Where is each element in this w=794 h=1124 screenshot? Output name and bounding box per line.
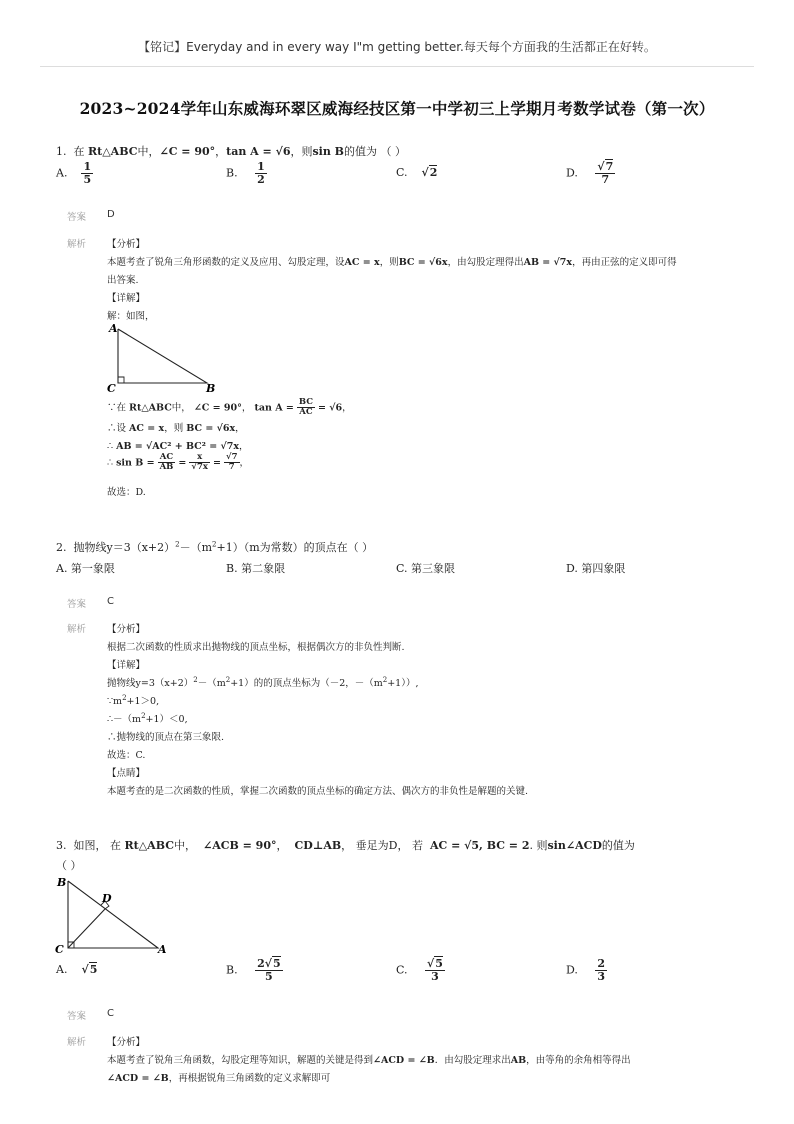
section-heading: 【分析】	[107, 1037, 146, 1048]
analysis-text: ，	[239, 457, 250, 469]
math: sin B =	[116, 457, 155, 469]
analysis-text: ．由勾股定理求出	[434, 1055, 511, 1066]
radicand: 5	[435, 957, 443, 970]
analysis-text: ∴	[107, 441, 114, 452]
stem-text: 抛物线y＝3（x+2）	[73, 541, 176, 554]
math: =	[213, 457, 221, 469]
math: tan A =	[254, 402, 294, 414]
option-letter: C.	[396, 963, 408, 977]
numerator: 1	[83, 160, 92, 173]
analysis-text: ，再由正弦的定义即可得	[572, 257, 677, 268]
analysis-text: ∴－（m	[107, 714, 142, 725]
math: AC = x	[344, 257, 380, 268]
header-divider	[40, 66, 754, 67]
analysis-text: －（m	[197, 678, 226, 689]
option-d[interactable]	[566, 958, 607, 983]
vertex-label-d: D	[102, 892, 112, 905]
option-c[interactable]	[396, 166, 437, 179]
analysis-text: ，则	[164, 423, 184, 434]
denominator: 7	[601, 173, 610, 187]
analysis-text: ，则	[379, 257, 399, 268]
analysis-line	[107, 1052, 631, 1066]
fraction	[595, 958, 607, 983]
stem-text: ，则	[290, 145, 313, 158]
math: AB	[510, 1055, 527, 1066]
figure-triangle-1	[100, 320, 230, 398]
analysis-label: 解析	[67, 1037, 87, 1048]
fraction	[158, 453, 176, 473]
radicand: 5	[272, 957, 281, 970]
section-heading: 【分析】	[107, 624, 146, 635]
vertex-label-b: B	[57, 876, 67, 889]
analysis-line	[107, 254, 677, 268]
numerator: √5	[427, 957, 443, 970]
option-letter: A.	[56, 963, 68, 976]
option-a[interactable]	[56, 161, 93, 186]
triangle-abc	[68, 881, 158, 948]
analysis-label: 解析	[67, 239, 87, 250]
analysis-text: ∵m	[107, 696, 123, 707]
fraction	[297, 398, 315, 418]
math: BC = √6x	[398, 257, 448, 268]
math: ∠C = 90°	[193, 402, 242, 414]
option-letter: D.	[566, 963, 578, 977]
solution-step-3	[107, 438, 249, 452]
math: AB = √7x	[523, 257, 573, 268]
analysis-text: ∴设	[107, 423, 127, 434]
question-2-stem	[56, 539, 373, 555]
numerator: 2√5	[257, 957, 281, 970]
numerator: x	[189, 453, 210, 463]
numerator: √7	[226, 452, 238, 462]
analysis-text: ，再根据锐角三角函数的定义求解即可	[168, 1073, 331, 1084]
math: AC = √5, BC = 2	[429, 839, 530, 852]
math: sin B	[312, 145, 344, 158]
math: Rt△ABC	[124, 839, 174, 852]
superscript: 2	[193, 675, 198, 684]
denominator: 3	[431, 970, 439, 984]
analysis-line: 根据二次函数的性质求出抛物线的顶点坐标，根据偶次方的非负性判断.	[107, 642, 405, 653]
math: Rt△ABC	[88, 145, 138, 158]
stem-text: 中，	[173, 839, 196, 852]
denominator: AB	[159, 462, 174, 473]
analysis-line: 出答案.	[107, 275, 139, 286]
radicand: 2	[429, 166, 438, 179]
stem-text: 如图， 在	[73, 839, 121, 852]
section-heading: 【分析】	[107, 239, 146, 250]
superscript: 2	[141, 711, 146, 720]
option-a[interactable]: A. 第一象限	[56, 562, 115, 575]
denominator: 5	[265, 970, 273, 984]
answer-label: 答案	[67, 1011, 87, 1022]
analysis-text: ∴	[107, 457, 114, 469]
superscript: 2	[175, 540, 180, 549]
analysis-line: 本题考查的是二次函数的性质，掌握二次函数的顶点坐标的确定方法、偶次方的非负性是解题的关键.	[107, 786, 529, 797]
question-number: 1.	[56, 145, 67, 158]
analysis-text: ，由等角的余角相等得出	[526, 1055, 631, 1066]
analysis-line	[107, 675, 419, 689]
analysis-line	[107, 711, 188, 725]
analysis-line: ∴抛物线的顶点在第三象限.	[107, 732, 225, 743]
numerator: BC	[298, 397, 313, 407]
final-choice: 故选：C.	[107, 750, 146, 761]
solution-step-4	[107, 453, 249, 473]
math: = √6	[318, 402, 343, 414]
vertex-label-a: A	[109, 322, 118, 335]
option-letter: B.	[226, 166, 238, 180]
question-number: 2.	[56, 541, 67, 554]
denominator: 2	[257, 173, 265, 187]
math: BC = √6x	[186, 423, 236, 434]
answer-blank: （ ）	[56, 859, 82, 872]
analysis-line	[107, 693, 159, 707]
analysis-text: +1）＜0,	[145, 714, 188, 725]
option-letter: B.	[226, 963, 238, 977]
vertex-label-a: A	[158, 943, 167, 956]
denominator: AC	[299, 407, 313, 418]
superscript: 2	[122, 693, 127, 702]
analysis-text: 抛物线y=3（x+2）	[107, 678, 194, 689]
answer-value: C	[107, 1008, 114, 1019]
stem-text: －（m	[179, 541, 213, 554]
math: ∠ACD = ∠B	[107, 1073, 169, 1084]
analysis-text: ，	[241, 402, 252, 414]
analysis-text: 中，	[171, 402, 191, 414]
math: tan A = √6	[226, 145, 291, 158]
stem-text: +1）（m为常数）的顶点在（ ）	[216, 541, 374, 554]
option-d[interactable]	[566, 161, 615, 186]
question-3-stem	[56, 837, 635, 853]
numerator: AC	[158, 453, 176, 463]
analysis-label: 解析	[67, 624, 87, 635]
option-a[interactable]	[56, 963, 97, 976]
denominator: 5	[83, 173, 92, 187]
math: ∠ACB = 90°	[202, 839, 277, 852]
stem-text: 在	[73, 145, 85, 158]
math: Rt△ABC	[129, 402, 172, 414]
math: ∠C = 90°	[159, 145, 216, 158]
stem-text: ，	[276, 839, 288, 852]
section-heading: 【详解】	[107, 660, 146, 671]
page-title: 2023~2024学年山东威海环翠区威海经技区第一中学初三上学期月考数学试卷（第一次）	[79, 99, 715, 118]
analysis-text: ，由勾股定理得出	[447, 257, 524, 268]
fraction	[255, 161, 267, 186]
option-b[interactable]	[226, 958, 283, 983]
solution-step-2	[107, 420, 245, 434]
numerator: √7	[597, 160, 614, 173]
stem-text: 中，	[137, 145, 160, 158]
answer-label: 答案	[67, 599, 87, 610]
stem-text: ， 垂足为D， 若	[341, 839, 423, 852]
superscript: 2	[225, 675, 231, 684]
analysis-line	[107, 1070, 330, 1084]
question-number: 3.	[56, 839, 67, 852]
coefficient: 2	[257, 957, 265, 970]
analysis-text: ，	[238, 441, 249, 452]
denominator: 7	[228, 462, 235, 473]
option-c[interactable]	[396, 958, 445, 983]
stem-text: ，	[215, 145, 227, 158]
option-letter: A.	[56, 166, 68, 180]
section-heading: 【点睛】	[107, 768, 146, 779]
answer-value: C	[107, 596, 114, 607]
answer-value: D	[107, 209, 115, 220]
analysis-text: ，	[235, 423, 245, 434]
question-1-stem	[56, 143, 406, 159]
math: AB = √AC² + BC² = √7x	[116, 441, 239, 452]
analysis-text: +1＞0,	[126, 696, 160, 707]
numerator: 2	[597, 957, 606, 970]
math: =	[178, 457, 187, 469]
fraction	[224, 453, 240, 473]
stem-text: 的值为 （ ）	[343, 145, 406, 158]
option-b[interactable]: B. 第二象限	[226, 562, 286, 575]
math: CD⊥AB	[294, 839, 342, 852]
math: AC = x	[129, 423, 165, 434]
vertex-label-b: B	[206, 382, 216, 395]
analysis-text: 本题考查了锐角三角函数，勾股定理等知识，解题的关键是得到	[107, 1055, 374, 1066]
stem-text: . 则	[529, 839, 548, 852]
radicand: 7	[605, 160, 614, 173]
analysis-line: 解：如图，	[107, 311, 155, 322]
fraction	[425, 958, 445, 983]
numerator: 1	[257, 160, 265, 173]
option-c[interactable]: C. 第三象限	[396, 562, 456, 575]
vertex-label-c: C	[107, 382, 116, 395]
fraction	[595, 161, 615, 186]
option-d[interactable]: D. 第四象限	[566, 562, 626, 575]
math: sin∠ACD	[547, 839, 602, 852]
superscript: 2	[212, 540, 217, 549]
math: ∠ACD = ∠B	[373, 1055, 435, 1066]
denominator: √7x	[191, 462, 208, 473]
figure-triangle-3	[50, 872, 180, 958]
answer-label: 答案	[67, 212, 87, 223]
final-choice: 故选：D.	[107, 487, 146, 498]
option-b[interactable]	[226, 161, 267, 186]
analysis-text: ，	[342, 402, 352, 414]
fraction	[81, 161, 93, 186]
right-angle-mark	[118, 377, 124, 383]
solution-step-1	[107, 398, 352, 418]
radicand: 5	[89, 963, 98, 976]
section-heading: 【详解】	[107, 293, 146, 304]
radical: √2	[421, 166, 438, 179]
option-letter: D.	[566, 166, 578, 180]
radical: √5	[81, 963, 98, 976]
fraction	[189, 453, 210, 473]
analysis-text: +1））,	[387, 678, 419, 689]
analysis-text: +1）的的顶点坐标为（－2，－（m	[230, 678, 383, 689]
analysis-text: ∵在	[107, 402, 127, 414]
fraction	[255, 958, 283, 983]
analysis-text: 本题考查了锐角三角形函数的定义及应用、勾股定理，设	[107, 257, 345, 268]
superscript: 2	[382, 675, 388, 684]
vertex-label-c: C	[55, 943, 64, 956]
triangle-abc	[118, 329, 207, 383]
motto: 【铭记】Everyday and in every way I"m getting better.每天每个方面我的生活都正在好转。	[138, 40, 656, 54]
denominator: 3	[597, 970, 606, 984]
option-letter: C.	[396, 166, 408, 179]
stem-text: 的值为	[601, 839, 635, 852]
